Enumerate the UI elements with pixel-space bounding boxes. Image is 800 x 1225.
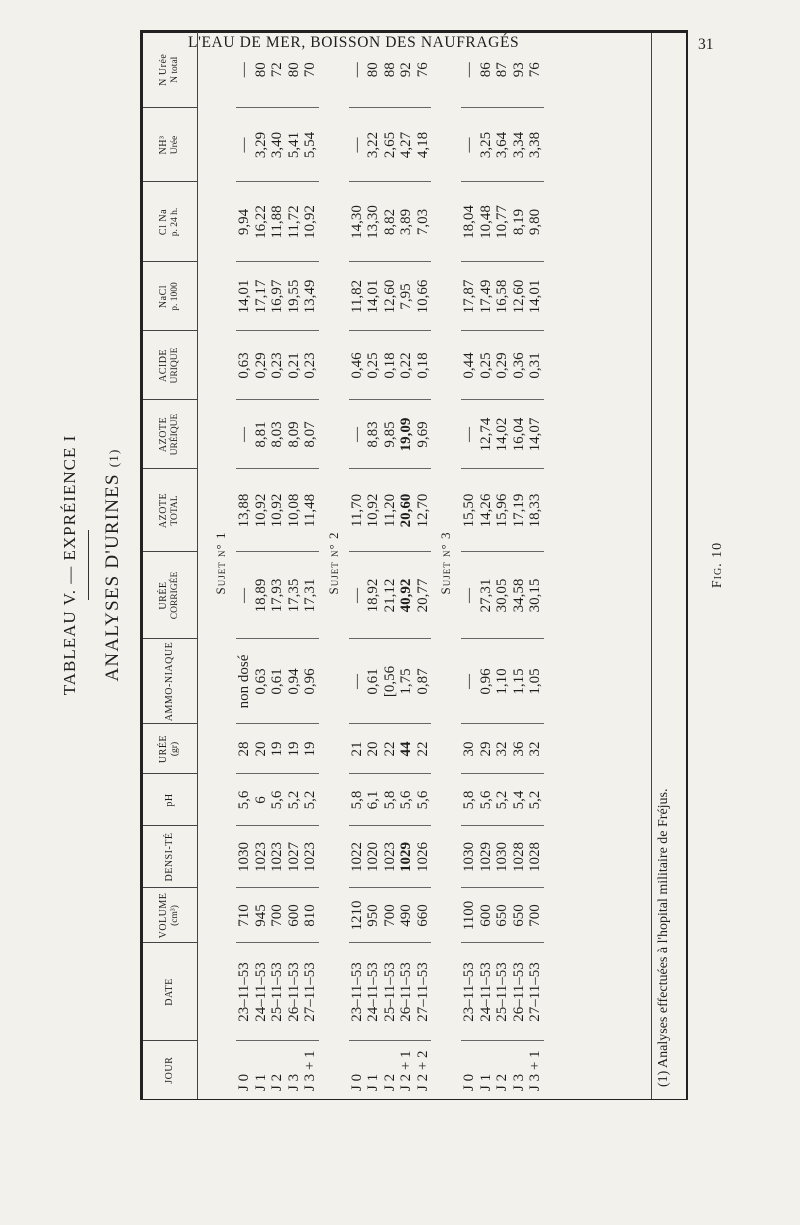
table-cell: — — [236, 32, 253, 108]
table-cell: 0,23 — [302, 331, 319, 400]
table-cell: — — [349, 552, 366, 639]
column-header-label: Cl Na — [157, 208, 169, 236]
column-header-label: NaCl — [157, 284, 169, 309]
table-cell: 0,18 — [415, 331, 432, 400]
table-title: TABLEAU V. — EXPRÉIENCE I — [60, 434, 79, 696]
table-cell: 8,07 — [302, 400, 319, 469]
column-header-label: VOLUME — [157, 892, 169, 939]
column-header — [143, 724, 198, 774]
table-row — [415, 32, 432, 1099]
table-cell: 0,96 — [302, 639, 319, 724]
table-cell: 20,77 — [415, 552, 432, 639]
table-cell: — — [461, 108, 478, 182]
table-cell: 30,05 — [494, 552, 511, 639]
table-cell: 17,19 — [511, 469, 528, 552]
table-cell: 10,48 — [478, 182, 495, 262]
table-cell: non dosé — [236, 639, 253, 724]
table-cell: 1028 — [527, 826, 544, 888]
table-cell: 1023 — [302, 826, 319, 888]
table-cell: 14,02 — [494, 400, 511, 469]
table-cell: 660 — [415, 888, 432, 943]
table-cell: — — [236, 552, 253, 639]
table-cell: 17,17 — [253, 262, 270, 331]
table-row — [286, 32, 303, 1099]
column-header-unit: N total — [170, 56, 181, 83]
column-header — [143, 469, 198, 552]
table-cell: 0,22 — [398, 331, 415, 400]
column-header-unit: p. 1000 — [170, 282, 181, 311]
table-cell: 12,60 — [382, 262, 399, 331]
table-cell: 0,63 — [236, 331, 253, 400]
table-cell: — — [349, 32, 366, 108]
table-cell: 1029 — [398, 826, 415, 888]
table-cell: 5,2 — [286, 774, 303, 826]
table-cell: 9,94 — [236, 182, 253, 262]
table-cell: 26–11–53 — [511, 943, 528, 1041]
table-cell: 23–11–53 — [461, 943, 478, 1041]
table-cell: 5,2 — [302, 774, 319, 826]
table-cell: 22 — [415, 724, 432, 774]
table-cell: 0,63 — [253, 639, 270, 724]
table-cell: 1022 — [349, 826, 366, 888]
column-header — [143, 108, 198, 182]
table-cell: 14,26 — [478, 469, 495, 552]
table-cell: J 2 + 1 — [398, 1050, 414, 1091]
table-cell: 93 — [511, 32, 528, 108]
table-cell: 23–11–53 — [236, 943, 253, 1041]
table-cell: — — [236, 108, 253, 182]
table-cell: 8,81 — [253, 400, 270, 469]
table-cell: 27–11–53 — [527, 943, 544, 1041]
table-cell: 19 — [269, 724, 286, 774]
column-header-unit: Urée — [170, 135, 181, 155]
table-cell: 0,46 — [349, 331, 366, 400]
table-cell: 8,19 — [511, 182, 528, 262]
table-cell: 27,31 — [478, 552, 495, 639]
table-cell: 21 — [349, 724, 366, 774]
table-cell: J 2 — [269, 1073, 285, 1091]
table-cell: J 1 — [477, 1073, 494, 1091]
table-cell: 650 — [494, 888, 511, 943]
table-cell: 9,85 — [382, 400, 399, 469]
table-cell: 1030 — [461, 826, 478, 888]
table-cell: — — [349, 108, 366, 182]
table-cell: 86 — [478, 32, 495, 108]
table-cell: 5,8 — [461, 774, 478, 826]
table-cell: 0,25 — [478, 331, 495, 400]
table-cell: 11,88 — [269, 182, 286, 262]
table-cell: 30 — [461, 724, 478, 774]
table-cell: 34,58 — [511, 552, 528, 639]
rotated-table-page — [40, 20, 740, 1110]
table-cell: 26–11–53 — [286, 943, 303, 1041]
table-cell: 1023 — [253, 826, 270, 888]
table-cell: 0,25 — [365, 331, 382, 400]
footnote-reference: (1) — [106, 448, 121, 468]
table-cell: 8,09 — [286, 400, 303, 469]
table-cell: J 3 — [510, 1073, 527, 1091]
column-header-unit: TOTAL — [170, 495, 181, 526]
table-cell: 1020 — [365, 826, 382, 888]
table-cell: 10,92 — [269, 469, 286, 552]
column-header-unit: (cm³) — [170, 905, 181, 926]
column-header-label: ACIDE — [157, 348, 169, 383]
table-row — [461, 32, 478, 1099]
table-row — [302, 32, 319, 1099]
table-cell: 1030 — [236, 826, 253, 888]
table-row — [365, 32, 382, 1099]
table-frame — [140, 30, 688, 1100]
table-cell: 945 — [253, 888, 270, 943]
table-cell: 80 — [286, 32, 303, 108]
table-cell: 13,49 — [302, 262, 319, 331]
column-header-unit: URIQUE — [170, 347, 181, 384]
table-cell: 7,03 — [415, 182, 432, 262]
table-cell: 5,6 — [269, 774, 286, 826]
table-cell: J 2 + 2 — [414, 1050, 431, 1091]
table-cell: J 1 — [365, 1073, 381, 1091]
table-cell: 92 — [398, 32, 415, 108]
table-cell: 14,07 — [527, 400, 544, 469]
table-cell: 1030 — [494, 826, 511, 888]
table-cell: 18,33 — [527, 469, 544, 552]
table-cell: 16,58 — [494, 262, 511, 331]
table-row — [253, 32, 270, 1099]
table-cell: 4,27 — [398, 108, 415, 182]
table-cell: 26–11–53 — [398, 943, 415, 1041]
urine-analysis-table — [143, 32, 544, 1099]
table-cell: 24–11–53 — [365, 943, 382, 1041]
table-cell: 25–11–53 — [382, 943, 399, 1041]
column-header — [143, 32, 198, 108]
column-header-label: pH — [163, 793, 175, 807]
table-cell: 32 — [494, 724, 511, 774]
table-cell: 810 — [302, 888, 319, 943]
column-header-row — [143, 32, 198, 1099]
table-cell: 30,15 — [527, 552, 544, 639]
table-cell: 5,54 — [302, 108, 319, 182]
table-cell: 8,82 — [382, 182, 399, 262]
table-row — [494, 32, 511, 1099]
table-cell: 15,96 — [494, 469, 511, 552]
table-cell: 17,31 — [302, 552, 319, 639]
table-cell: 10,66 — [415, 262, 432, 331]
column-header-label: AZOTE — [157, 492, 169, 529]
table-cell: 13,30 — [365, 182, 382, 262]
table-cell: 20 — [253, 724, 270, 774]
table-cell: 21,12 — [382, 552, 399, 639]
table-cell: 5,41 — [286, 108, 303, 182]
table-cell: 80 — [365, 32, 382, 108]
footnote: (1) Analyses effectuées à l'hopital militaire de Fréjus. — [656, 788, 671, 1087]
table-cell: 2,65 — [382, 108, 399, 182]
table-cell: 12,70 — [415, 469, 432, 552]
table-cell: J 3 + 1 — [302, 1050, 318, 1091]
table-cell: 10,92 — [302, 182, 319, 262]
caption-divider — [88, 530, 89, 600]
table-cell: 5,6 — [236, 774, 253, 826]
table-cell: 0,18 — [382, 331, 399, 400]
table-cell: 11,20 — [382, 469, 399, 552]
table-row — [382, 32, 399, 1099]
table-cell: 40,92 — [398, 552, 415, 639]
table-cell: 25–11–53 — [494, 943, 511, 1041]
table-cell: 490 — [398, 888, 415, 943]
running-title: L'EAU DE MER, BOISSON DES NAUFRAGÉS — [188, 34, 520, 51]
table-cell: 3,34 — [511, 108, 528, 182]
table-row — [527, 32, 544, 1099]
table-cell: 1,15 — [511, 639, 528, 724]
table-cell: J 0 — [461, 1073, 477, 1091]
subject-heading: Sujet n° 3 — [438, 531, 453, 595]
table-cell: 1026 — [415, 826, 432, 888]
table-row — [398, 32, 415, 1099]
column-header — [143, 552, 198, 639]
table-cell: 28 — [236, 724, 253, 774]
table-cell: 3,40 — [269, 108, 286, 182]
table-cell: 1100 — [461, 888, 478, 943]
figure-label: Fig. 10 — [710, 541, 725, 589]
subject-heading: Sujet n° 2 — [325, 531, 341, 595]
table-cell: 1,05 — [527, 639, 544, 724]
table-cell: 0,29 — [494, 331, 511, 400]
table-cell: 9,80 — [527, 182, 544, 262]
table-cell: 10,92 — [365, 469, 382, 552]
table-cell: 0,36 — [511, 331, 528, 400]
column-header-label: JOUR — [163, 1056, 175, 1084]
table-cell: 700 — [382, 888, 399, 943]
table-cell: 19,55 — [286, 262, 303, 331]
column-header-label: DATE — [163, 978, 175, 1006]
table-cell: 0,31 — [527, 331, 544, 400]
table-cell: 3,38 — [527, 108, 544, 182]
table-cell: — — [349, 639, 366, 724]
table-cell: 12,60 — [511, 262, 528, 331]
table-cell: 16,97 — [269, 262, 286, 331]
table-cell: 950 — [365, 888, 382, 943]
table-cell: 1028 — [511, 826, 528, 888]
column-header-unit: p. 24 h. — [170, 207, 181, 237]
table-cell: 8,83 — [365, 400, 382, 469]
table-cell: 5,6 — [478, 774, 495, 826]
table-cell: 27–11–53 — [302, 943, 319, 1041]
column-header-label: URÉE — [157, 581, 169, 610]
table-cell: 72 — [269, 32, 286, 108]
table-cell: 88 — [382, 32, 399, 108]
table-cell: 5,8 — [382, 774, 399, 826]
footnote-divider — [651, 33, 652, 1099]
table-cell: 1210 — [349, 888, 366, 943]
table-cell: 9,69 — [415, 400, 432, 469]
table-cell: 0,44 — [461, 331, 478, 400]
table-cell: 14,01 — [527, 262, 544, 331]
column-header-label: AMMO-NIAQUE — [163, 641, 175, 722]
table-subtitle-text: ANALYSES D'URINES — [102, 473, 123, 682]
table-cell: 0,23 — [269, 331, 286, 400]
table-cell: 18,04 — [461, 182, 478, 262]
table-row — [511, 32, 528, 1099]
table-cell: 13,88 — [236, 469, 253, 552]
column-header-label: NH³ — [157, 135, 169, 155]
table-cell: 19,09 — [398, 400, 415, 469]
table-cell: 11,72 — [286, 182, 303, 262]
table-cell: 19 — [286, 724, 303, 774]
column-header — [143, 331, 198, 400]
table-cell: 710 — [236, 888, 253, 943]
column-header-unit: (gr) — [170, 741, 181, 757]
table-cell: — — [461, 32, 478, 108]
table-cell: 10,08 — [286, 469, 303, 552]
table-cell: 14,01 — [365, 262, 382, 331]
table-body — [198, 32, 544, 1099]
page-number: 31 — [698, 36, 714, 53]
table-cell: 11,48 — [302, 469, 319, 552]
table-cell: 18,92 — [365, 552, 382, 639]
table-cell: 87 — [494, 32, 511, 108]
table-cell: 70 — [302, 32, 319, 108]
table-cell: 600 — [478, 888, 495, 943]
table-row — [349, 32, 366, 1099]
table-cell: J 3 + 1 — [527, 1050, 543, 1091]
column-header-unit: CORRIGÉE — [170, 571, 181, 620]
table-cell: 5,6 — [415, 774, 432, 826]
table-cell: 32 — [527, 724, 544, 774]
table-cell: 17,35 — [286, 552, 303, 639]
table-cell: 12,74 — [478, 400, 495, 469]
table-cell: 0,94 — [286, 639, 303, 724]
table-cell: — — [236, 400, 253, 469]
table-cell: 5,8 — [349, 774, 366, 826]
table-cell: 20 — [365, 724, 382, 774]
table-cell: 0,29 — [253, 331, 270, 400]
table-cell: 5,4 — [511, 774, 528, 826]
table-cell: 3,22 — [365, 108, 382, 182]
table-cell: 14,30 — [349, 182, 366, 262]
table-cell: 0,61 — [269, 639, 286, 724]
column-header-label: N Urée — [157, 53, 169, 86]
column-header-label: AZOTE — [157, 416, 169, 453]
spacer — [198, 32, 207, 1099]
table-cell: 0,21 — [286, 331, 303, 400]
table-cell: 8,03 — [269, 400, 286, 469]
column-header — [143, 182, 198, 262]
table-cell: — — [461, 639, 478, 724]
table-cell: J 2 — [381, 1073, 398, 1091]
table-cell: — — [349, 400, 366, 469]
table-cell: 17,87 — [461, 262, 478, 331]
table-cell: 29 — [478, 724, 495, 774]
table-cell: 20,60 — [398, 469, 415, 552]
column-header — [143, 774, 198, 826]
column-header — [143, 826, 198, 888]
table-cell: 76 — [527, 32, 544, 108]
table-cell: 36 — [511, 724, 528, 774]
table-cell: 0,96 — [478, 639, 495, 724]
table-cell: 22 — [382, 724, 399, 774]
table-cell: 700 — [269, 888, 286, 943]
table-cell: 7,95 — [398, 262, 415, 331]
column-header — [143, 262, 198, 331]
column-header — [143, 639, 198, 724]
column-header — [143, 400, 198, 469]
table-cell: 6 — [253, 774, 270, 826]
table-cell: 15,50 — [461, 469, 478, 552]
column-header — [143, 1041, 198, 1099]
table-cell: 24–11–53 — [478, 943, 495, 1041]
column-header — [143, 888, 198, 943]
table-cell: J 2 — [494, 1073, 510, 1091]
table-row — [236, 32, 253, 1099]
table-cell: 23–11–53 — [349, 943, 366, 1041]
table-cell: 700 — [527, 888, 544, 943]
table-cell: 76 — [415, 32, 432, 108]
table-cell: 0,87 — [415, 639, 432, 724]
table-cell: 14,01 — [236, 262, 253, 331]
column-header-label: DENSI-TÉ — [163, 832, 175, 882]
table-cell: 5,6 — [398, 774, 415, 826]
column-header-unit: URÉIQUE — [170, 413, 181, 456]
table-cell: 11,82 — [349, 262, 366, 331]
table-cell: 1027 — [286, 826, 303, 888]
table-cell: 3,64 — [494, 108, 511, 182]
table-cell: 6,1 — [365, 774, 382, 826]
table-cell: 600 — [286, 888, 303, 943]
table-cell: 16,22 — [253, 182, 270, 262]
table-cell: 1023 — [382, 826, 399, 888]
table-cell: 19 — [302, 724, 319, 774]
table-cell: 3,89 — [398, 182, 415, 262]
table-cell: 80 — [253, 32, 270, 108]
column-header — [143, 943, 198, 1041]
table-cell: 11,70 — [349, 469, 366, 552]
table-cell: 18,89 — [253, 552, 270, 639]
table-cell: 44 — [398, 724, 415, 774]
table-subtitle — [102, 20, 124, 1110]
table-cell: 1023 — [269, 826, 286, 888]
table-cell: 3,29 — [253, 108, 270, 182]
table-cell: 1,10 — [494, 639, 511, 724]
table-cell: 4,18 — [415, 108, 432, 182]
subject-heading: Sujet n° 1 — [213, 531, 228, 595]
table-cell: 10,77 — [494, 182, 511, 262]
column-header-label: URÉE — [157, 734, 169, 764]
table-cell: 17,93 — [269, 552, 286, 639]
table-cell: J 1 — [252, 1073, 269, 1091]
table-cell: J 0 — [236, 1073, 252, 1091]
table-cell: 16,04 — [511, 400, 528, 469]
table-cell: — — [461, 552, 478, 639]
table-row — [269, 32, 286, 1099]
table-cell: 3,25 — [478, 108, 495, 182]
table-cell: 1,75 — [398, 639, 415, 724]
table-row — [478, 32, 495, 1099]
table-cell: 27–11–53 — [415, 943, 432, 1041]
table-cell: 24–11–53 — [253, 943, 270, 1041]
table-cell: J 3 — [285, 1073, 302, 1091]
table-cell: J 0 — [348, 1073, 365, 1091]
table-cell: 5,2 — [494, 774, 511, 826]
table-cell: 17,49 — [478, 262, 495, 331]
table-cell: 650 — [511, 888, 528, 943]
table-cell: 0,61 — [365, 639, 382, 724]
table-cell: 25–11–53 — [269, 943, 286, 1041]
table-cell: [0,56 — [382, 639, 399, 724]
table-cell: 10,92 — [253, 469, 270, 552]
table-cell: — — [461, 400, 478, 469]
table-cell: 5,2 — [527, 774, 544, 826]
table-cell: 1029 — [478, 826, 495, 888]
